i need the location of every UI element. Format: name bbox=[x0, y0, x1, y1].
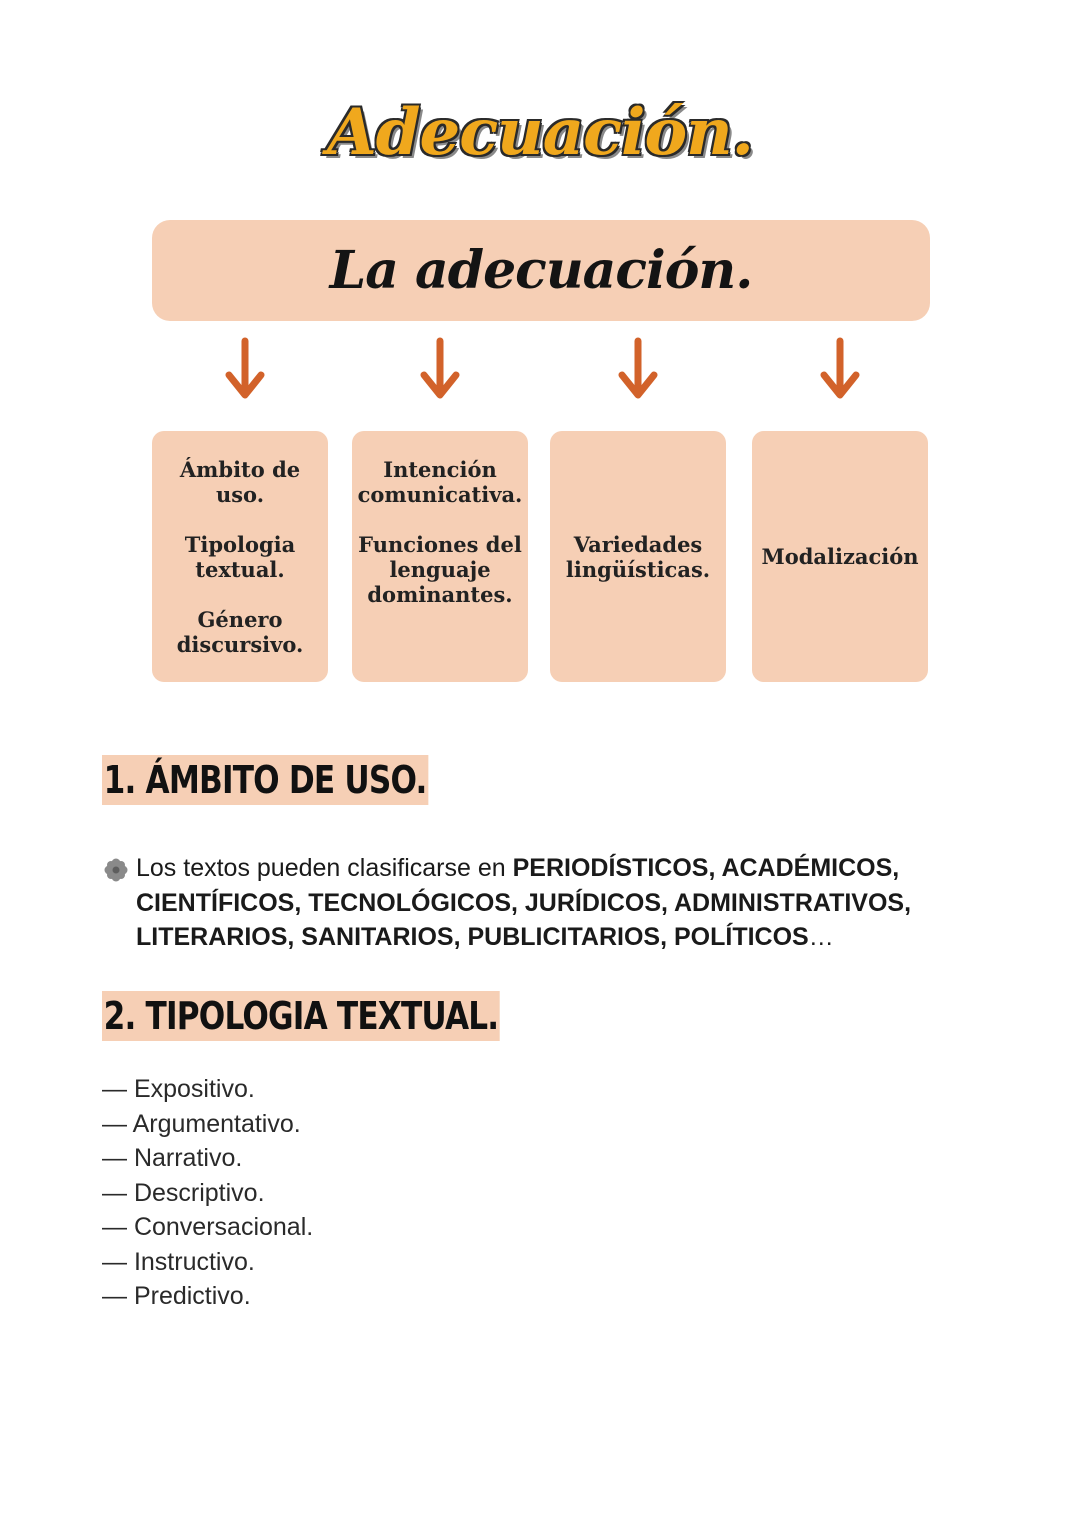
list-item: — Predictivo. bbox=[102, 1282, 251, 1310]
box-line: textual. bbox=[195, 556, 285, 582]
paragraph-intro: Los textos pueden clasificarse en bbox=[136, 854, 513, 882]
down-arrow-icon bbox=[220, 337, 270, 403]
tipologia-list bbox=[102, 1072, 313, 1314]
section-heading-ambito: 1. ÁMBITO DE USO. bbox=[102, 755, 428, 805]
box-line: discursivo. bbox=[176, 631, 304, 657]
box-line: Género bbox=[197, 606, 283, 632]
paragraph-categories: PERIODÍSTICOS, ACADÉMICOS, CIENTÍFICOS, TECNOLÓGICOS, JURÍDICOS, ADMINISTRATIVOS, LITERARIOS, SANITARIOS, PUBLICITARIOS, POLÍTICOS bbox=[136, 854, 912, 951]
box-line: comunicativa. bbox=[357, 482, 523, 507]
box-line: uso. bbox=[215, 481, 265, 507]
concept-banner bbox=[152, 220, 930, 321]
concept-box-intencion bbox=[352, 431, 528, 682]
box-line: lenguaje bbox=[389, 557, 491, 582]
box-line: Variedades bbox=[573, 531, 703, 557]
concept-box-variedades bbox=[550, 431, 726, 682]
paragraph-ellipsis: … bbox=[808, 923, 834, 951]
box-line: Modalización bbox=[761, 544, 919, 569]
box-line: Tipologia bbox=[184, 531, 296, 557]
banner-label: La adecuación. bbox=[329, 240, 753, 301]
list-item: — Instructivo. bbox=[102, 1247, 255, 1276]
down-arrow-icon bbox=[613, 337, 663, 403]
down-arrow-icon bbox=[815, 337, 865, 403]
concept-box-modalizacion bbox=[752, 431, 928, 682]
concept-box-ambito bbox=[152, 431, 328, 682]
box-line: Ámbito de bbox=[179, 456, 301, 482]
box-line: dominantes. bbox=[367, 582, 513, 607]
list-item: — Conversacional. bbox=[102, 1213, 314, 1241]
list-item: — Narrativo. bbox=[102, 1144, 243, 1172]
box-line: Funciones del bbox=[358, 532, 522, 557]
list-item: — Argumentativo. bbox=[102, 1109, 301, 1138]
box-line: Intención bbox=[383, 457, 497, 482]
down-arrow-icon bbox=[415, 337, 465, 403]
list-item: — Expositivo. bbox=[102, 1075, 255, 1103]
page-title: Adecuación. bbox=[327, 95, 753, 170]
ambito-paragraph bbox=[104, 851, 934, 955]
section-heading-tipologia: 2. TIPOLOGIA TEXTUAL. bbox=[102, 991, 500, 1041]
flower-bullet-icon bbox=[104, 858, 128, 882]
list-item: — Descriptivo. bbox=[102, 1178, 265, 1207]
box-line: lingüísticas. bbox=[565, 556, 711, 582]
